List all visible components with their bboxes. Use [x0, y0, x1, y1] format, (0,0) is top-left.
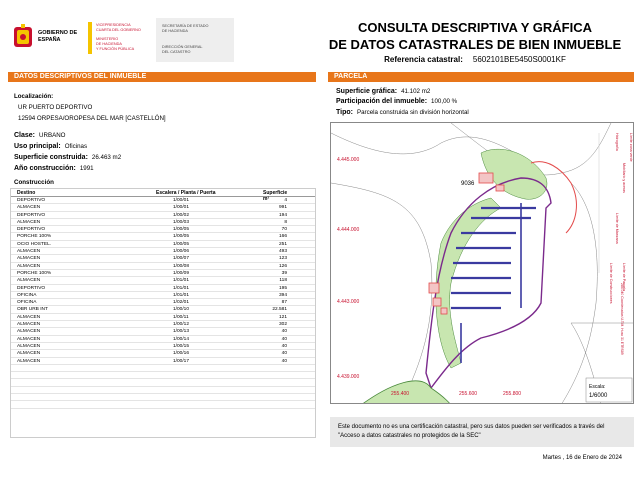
yellow-divider	[88, 22, 92, 54]
anio-row: Año construcción: 1991	[14, 165, 94, 172]
table-row	[11, 233, 315, 240]
cell-destino: ALMACEN	[17, 278, 41, 284]
gobierno-label: GOBIERNO DE ESPAÑA	[38, 30, 78, 43]
cell-destino: ALMACEN	[17, 329, 41, 335]
table-row-empty	[11, 387, 315, 394]
cell-superficie: 87	[281, 300, 287, 306]
government-logo-block	[8, 18, 233, 62]
scale-label: Escala:	[589, 384, 606, 390]
header-destino: Destino	[17, 190, 36, 196]
uso-row: Uso principal: Oficinas	[14, 143, 88, 150]
table-row	[11, 255, 315, 262]
table-row	[11, 292, 315, 299]
document-title: CONSULTA DESCRIPTIVA Y GRÁFICA DE DATOS CATASTRALES DE BIEN INMUEBLE	[328, 20, 622, 52]
table-row	[11, 219, 315, 226]
localizacion-label: Localización:	[14, 93, 54, 100]
table-row	[11, 197, 315, 204]
cell-escalera: 1/00/05	[173, 241, 190, 247]
table-row	[11, 226, 315, 233]
cell-escalera: 1/00/15	[173, 343, 190, 349]
cell-escalera: 1/00/08	[173, 263, 190, 269]
vicepresidencia-label: VICEPRESIDENCIA CUARTA DEL GOBIERNO	[96, 23, 141, 32]
issue-date: Martes , 16 de Enero de 2024	[542, 455, 622, 461]
y-label-4: 4.439.000	[337, 374, 360, 380]
table-row-empty	[11, 365, 315, 372]
direccion-label: DIRECCIÓN GENERAL DEL CATASTRO	[162, 45, 203, 54]
cell-destino: OBR URB INT	[17, 307, 48, 313]
utm-note: 285.040 Coordenadas U.T.M. Huso 31 ETRS89	[620, 283, 624, 355]
cell-superficie: 8	[284, 219, 287, 225]
cell-escalera: 1/00/14	[173, 336, 190, 342]
cell-superficie: 70	[281, 227, 287, 233]
table-row	[11, 358, 315, 365]
cell-destino: DEPORTIVO	[17, 285, 46, 291]
table-body	[11, 197, 315, 409]
cell-escalera: 1/00/07	[173, 256, 190, 262]
cell-superficie: 22.581	[272, 307, 287, 313]
cell-destino: DEPORTIVO	[17, 212, 46, 218]
cell-destino: ALMACEN	[17, 249, 41, 255]
cell-escalera: 1/00/05	[173, 227, 190, 233]
legend-text-6: Límite zona verde	[629, 133, 633, 162]
tipo-row: Tipo: Parcela construida sin división horizontal	[336, 109, 469, 116]
disclaimer-box: Este documento no es una certificación catastral, pero sus datos pueden ser verificados a través del "Acceso a datos catastrales no protegidos de la SEC"	[330, 417, 634, 447]
cell-destino: ALMACEN	[17, 205, 41, 211]
cell-superficie: 126	[278, 263, 287, 269]
cell-destino: DEPORTIVO	[17, 198, 46, 203]
cell-escalera: 1/00/11	[173, 314, 189, 320]
cell-escalera: 1/00/17	[173, 358, 190, 364]
table-row-empty	[11, 394, 315, 401]
cell-escalera: 1/00/13	[173, 329, 190, 335]
cell-superficie: 4	[284, 198, 287, 203]
left-section-bar: DATOS DESCRIPTIVOS DEL INMUEBLE	[8, 72, 316, 82]
x-label-2: 255.600	[459, 391, 478, 397]
cell-destino: ALMACEN	[17, 343, 41, 349]
table-row	[11, 306, 315, 313]
table-row-empty	[11, 372, 315, 379]
legend-text-5: Límite de Construcciones	[609, 263, 613, 304]
cell-superficie: 195	[278, 285, 287, 291]
legend-text: Hidrografía	[615, 133, 619, 151]
clase-row: Clase: URBANO	[14, 132, 66, 139]
superficie-row: Superficie construida: 26.463 m2	[14, 154, 122, 161]
cell-escalera: 1/00/05	[173, 234, 190, 240]
legend-text-2: Mobiliario y aceras	[622, 163, 626, 193]
cell-destino: PORCHE 100%	[17, 270, 52, 276]
cell-superficie: 39	[281, 270, 287, 276]
table-row	[11, 336, 315, 343]
cell-destino: ALMACEN	[17, 351, 41, 357]
table-row-empty	[11, 379, 315, 386]
cell-escalera: 1/02/01	[173, 300, 190, 306]
cell-superficie: 40	[281, 343, 287, 349]
table-row	[11, 321, 315, 328]
cell-escalera: 1/00/06	[173, 249, 190, 255]
cell-superficie: 251	[278, 241, 287, 247]
cell-superficie: 40	[281, 358, 287, 364]
y-label-3: 4.443.000	[337, 299, 360, 305]
cell-superficie: 40	[281, 329, 287, 335]
participacion-row: Participación del inmueble: 100,00 %	[336, 98, 458, 105]
x-label-3: 255.800	[503, 391, 522, 397]
cell-destino: PORCHE 100%	[17, 234, 52, 240]
parcel-number: 9036	[461, 181, 475, 187]
cell-superficie: 302	[278, 322, 287, 328]
cell-superficie: 194	[278, 212, 287, 218]
cell-superficie: 991	[278, 205, 287, 211]
y-label-1: 4.445.000	[337, 157, 360, 163]
table-row	[11, 314, 315, 321]
table-row	[11, 212, 315, 219]
cell-superficie: 123	[278, 256, 287, 262]
sup-grafica-row: Superficie gráfica: 41.102 m2	[336, 88, 431, 95]
table-row	[11, 328, 315, 335]
x-label-1: 255.400	[391, 391, 410, 397]
table-row	[11, 277, 315, 284]
cell-destino: ALMACEN	[17, 219, 41, 225]
header-escalera: Escalera / Planta / Puerta	[156, 190, 216, 196]
table-row	[11, 270, 315, 277]
cell-destino: DEPORTIVO	[17, 227, 46, 233]
cell-destino: OFICINA	[17, 300, 37, 306]
ministerio-label: MINISTERIO DE HACIENDA Y FUNCIÓN PÚBLICA	[96, 37, 135, 51]
map-canvas	[331, 123, 634, 404]
cell-superficie: 40	[281, 351, 287, 357]
construccion-table	[10, 188, 316, 438]
right-section-bar: PARCELA	[328, 72, 634, 82]
table-row	[11, 204, 315, 211]
address-line-1: UR PUERTO DEPORTIVO	[18, 104, 93, 111]
construccion-label: Construcción	[14, 179, 54, 186]
table-row	[11, 241, 315, 248]
cell-superficie: 493	[278, 249, 287, 255]
cell-escalera: 1/00/01	[173, 205, 190, 211]
cell-escalera: 1/00/01	[173, 198, 190, 203]
cadastral-map[interactable]	[330, 122, 634, 404]
cell-destino: OCIO HOSTEL.	[17, 241, 52, 247]
cell-escalera: 1/00/16	[173, 351, 190, 357]
table-row	[11, 299, 315, 306]
cell-escalera: 1/00/12	[173, 322, 190, 328]
cell-destino: ALMACEN	[17, 358, 41, 364]
cell-superficie: 166	[278, 234, 287, 240]
cell-escalera: 1/01/01	[173, 278, 190, 284]
legend-text-4: Límite de Parcela	[622, 263, 626, 291]
address-line-2: 12594 ORPESA/OROPESA DEL MAR [CASTELLÓN]	[18, 115, 166, 122]
cell-escalera: 1/00/03	[173, 219, 190, 225]
legend-text-3: Límite de Manzana	[615, 213, 619, 244]
y-label-2: 4.444.000	[337, 227, 360, 233]
cell-escalera: 1/00/09	[173, 270, 190, 276]
scale-value: 1/6000	[589, 393, 608, 399]
table-row	[11, 343, 315, 350]
cell-destino: ALMACEN	[17, 314, 41, 320]
table-row	[11, 248, 315, 255]
cell-escalera: 1/00/02	[173, 212, 190, 218]
cell-destino: ALMACEN	[17, 263, 41, 269]
cell-superficie: 394	[278, 292, 287, 298]
header-superficie: Superficie m²	[263, 190, 288, 202]
cell-escalera: 1/00/10	[173, 307, 190, 313]
table-row-empty	[11, 401, 315, 408]
referencia-catastral: Referencia catastral: 5602101BE5450S0001KF	[384, 55, 566, 64]
cell-destino: ALMACEN	[17, 336, 41, 342]
cell-escalera: 1/01/01	[173, 292, 190, 298]
table-row	[11, 350, 315, 357]
table-row	[11, 263, 315, 270]
cell-superficie: 118	[279, 278, 287, 284]
green-area-jetty	[436, 198, 501, 368]
cell-destino: ALMACEN	[17, 322, 41, 328]
cell-escalera: 1/01/01	[173, 285, 190, 291]
coat-of-arms-icon	[12, 24, 34, 50]
secretaria-label: SECRETARÍA DE ESTADO DE HACIENDA	[162, 24, 209, 33]
table-row	[11, 285, 315, 292]
cell-destino: ALMACEN	[17, 256, 41, 262]
cell-destino: OFICINA	[17, 292, 37, 298]
cell-superficie: 121	[278, 314, 287, 320]
cell-superficie: 40	[281, 336, 287, 342]
